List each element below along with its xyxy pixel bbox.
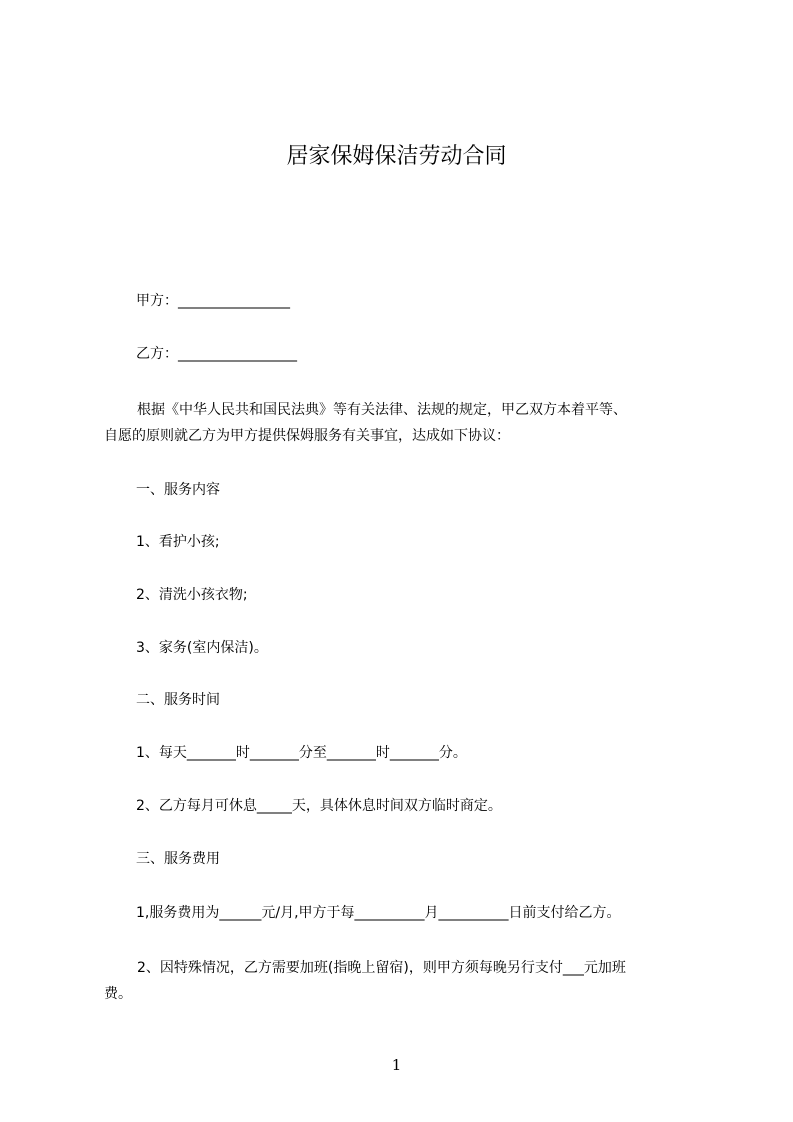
intro-line-1: 根据《中华人民共和国民法典》等有关法律、法规的规定，甲乙双方本着平等、	[137, 402, 627, 418]
section-1-heading: 一、服务内容	[136, 482, 220, 498]
page-number: 1	[391, 1056, 402, 1074]
section-3-item-2-line-2: 费。	[104, 986, 132, 1002]
intro-paragraph	[104, 397, 694, 449]
section-3-heading: 三、服务费用	[136, 851, 220, 867]
section-3-item-2-line-1: 2、因特殊情况，乙方需要加班(指晚上留宿)，则甲方须每晚另行支付___元加班	[137, 960, 626, 976]
section-2-item-1: 1、每天_______时_______分至_______时_______分。	[136, 745, 467, 761]
intro-line-2: 自愿的原则就乙方为甲方提供保姆服务有关事宜，达成如下协议：	[104, 428, 510, 444]
section-1-item-3: 3、家务(室内保洁)。	[136, 640, 268, 656]
section-1-item-1: 1、看护小孩;	[136, 534, 220, 550]
section-3-item-1: 1,服务费用为______元/月,甲方于每__________月__________日前支付给乙方。	[136, 905, 621, 921]
section-2-item-2: 2、乙方每月可休息_____天，具体休息时间双方临时商定。	[136, 798, 502, 814]
document-title: 居家保姆保洁劳动合同	[286, 144, 507, 169]
section-2-heading: 二、服务时间	[136, 692, 220, 708]
party-a-line: 甲方：________________	[136, 293, 290, 309]
section-3-item-2	[104, 955, 694, 1007]
section-1-item-2: 2、清洗小孩衣物;	[136, 587, 248, 603]
party-b-line: 乙方：_________________	[136, 346, 297, 362]
